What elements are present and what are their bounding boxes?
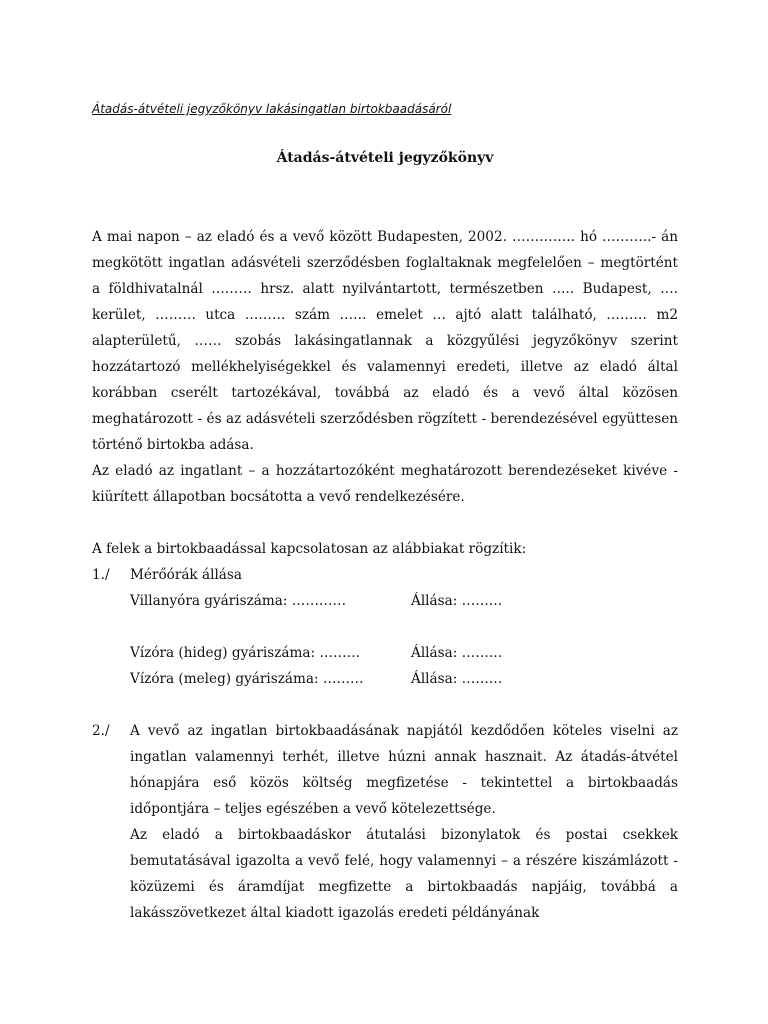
- item-1: [92, 562, 678, 588]
- item-2-paragraph-2: Az eladó a birtokbaadáskor átutalási bizonylatok és postai csekkek bemutatásával igazolta a vevő felé, hogy valamennyi – a részére kiszámlázott - közüzemi és áramdíjat megfizette a birtokbaadás napjáig, továbbá a lakásszövetkezet által kiadott igazolás eredeti példányának: [130, 827, 678, 921]
- spacer: [92, 692, 678, 718]
- spacer: [92, 510, 678, 536]
- meter-row-electric: [92, 588, 678, 614]
- meter-label: Villanyóra gyáriszáma: …………: [130, 593, 347, 609]
- item-2-number: 2./: [92, 723, 110, 739]
- item-1-heading: Mérőórák állása: [130, 567, 242, 583]
- item-2: [92, 718, 678, 926]
- item-2-paragraph-1: A vevő az ingatlan birtokbaadásának napjától kezdődően köteles viselni az ingatlan valamennyi terhét, illetve húzni annak hasznait. Az átadás-átvétel hónapjára eső közös költség megfizetése - tekintettel a birtokbaadás időpontjára – teljes egészében a vevő kötelezettsége.: [130, 723, 678, 817]
- document-title: Átadás-átvételi jegyzőkönyv: [276, 150, 494, 166]
- document-page: [92, 0, 678, 1024]
- meter-reading: Állása: ………: [411, 671, 503, 687]
- meter-reading: Állása: ………: [411, 645, 503, 661]
- meter-reading: Állása: ………: [411, 593, 503, 609]
- felek-intro: A felek a birtokbaadással kapcsolatosan az alábbiakat rögzítik:: [92, 541, 527, 557]
- item-1-number: 1./: [92, 567, 110, 583]
- meter-label: Vízóra (hideg) gyáriszáma: ………: [130, 645, 361, 661]
- meter-row-hot-water: [92, 666, 678, 692]
- spacer: [92, 614, 678, 640]
- item-2-body: [130, 718, 678, 926]
- meter-label: Vízóra (meleg) gyáriszáma: ………: [130, 671, 364, 687]
- meter-row-cold-water: [92, 640, 678, 666]
- header-note: Átadás-átvételi jegyzőkönyv lakásingatlan birtokbaadásáról: [92, 102, 452, 116]
- intro-paragraph-2: Az eladó az ingatlant – a hozzátartozóként meghatározott berendezéseket kivéve - kiürített állapotban bocsátotta a vevő rendelkezésére.: [92, 463, 678, 505]
- document-body: [92, 224, 678, 926]
- intro-paragraph-1: A mai napon – az eladó és a vevő között Budapesten, 2002. ………….. hó ………..- án megkötött ingatlan adásvételi szerződésben foglaltaknak megfelelően – megtörtént a földhivatalnál ……… hrsz. alatt nyilvántartott, természetben ….. Budapest, …. kerület, ……… utca ……… szám …… emelet … ajtó alatt található, ……… m2 alapterületű, …… szobás lakásingatlannak a közgyűlési jegyzőkönyv szerint hozzátartozó mellékhelyiségekkel és valamennyi eredeti, illetve az eladó által korábban cserélt tartozékával, továbbá az eladó és a vevő által közösen meghatározott - és az adásvételi szerződésben rögzített - berendezésével együttesen történő birtokba adása.: [92, 229, 678, 453]
